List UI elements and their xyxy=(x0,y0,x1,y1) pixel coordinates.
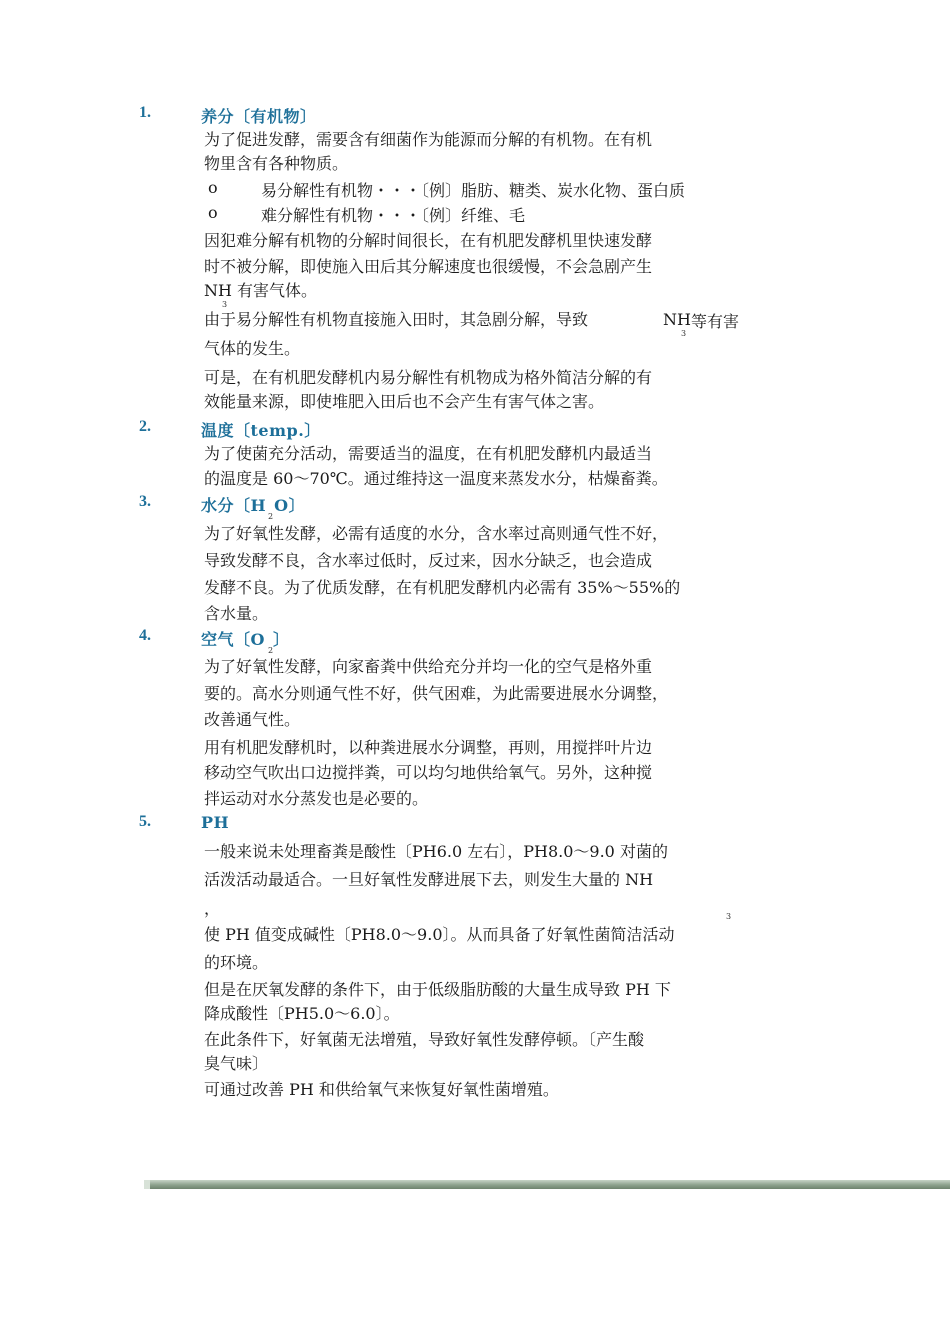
section-5-body2-line-1: 但是在厌氧发酵的条件下，由于低级脂肪酸的大量生成导致 PH 下 xyxy=(204,980,671,999)
heading-text: 水分〔H xyxy=(201,496,267,515)
subscript-2: 2 xyxy=(268,512,274,521)
section-3-number: 3. xyxy=(139,493,151,510)
section-5-number: 5. xyxy=(139,813,151,830)
section-5-body2-line-5: 可通过改善 PH 和供给氧气来恢复好氧性菌增殖。 xyxy=(204,1080,559,1099)
section-1-however-line-1: 可是，在有机肥发酵机内易分解性有机物成为格外简洁分解的有 xyxy=(204,368,653,387)
section-4-number: 4. xyxy=(139,627,151,644)
bullet-easy-organic: 易分解性有机物・・・〔例〕脂肪、糖类、炭水化物、蛋白质 xyxy=(261,181,686,200)
section-4-body2-line-2: 移动空气吹出口边搅拌粪，可以均匀地供给氧气。另外，这种搅 xyxy=(204,763,653,782)
section-5-line-1: 一般来说未处理畜粪是酸性〔PH6.0 左右〕，PH8.0～9.0 对菌的 xyxy=(204,842,668,861)
section-3-body-line-4: 含水量。 xyxy=(204,604,269,623)
section-4-heading xyxy=(201,627,289,650)
section-1-difficult-line-2: 时不被分解，即使施入田后其分解速度也很缓慢，不会急剧产生 xyxy=(204,257,653,276)
subscript-3: 3 xyxy=(222,300,228,309)
section-4-body-line-3: 改善通气性。 xyxy=(204,710,301,729)
section-5-body2-line-3: 在此条件下，好氧菌无法增殖，导致好氧性发酵停顿。〔产生酸 xyxy=(204,1030,645,1049)
section-5-body2-line-2: 降成酸性〔PH5.0～6.0〕。 xyxy=(204,1004,400,1023)
section-4-body-line-1: 为了好氧性发酵，向家畜粪中供给充分并均一化的空气是格外重 xyxy=(204,657,653,676)
section-5-heading: PH xyxy=(201,813,230,832)
section-1-heading: 养分〔有机物〕 xyxy=(201,107,317,126)
section-2-number: 2. xyxy=(139,418,151,435)
section-1-difficult-line-1: 因犯难分解有机物的分解时间很长，在有机肥发酵机里快速发酵 xyxy=(204,231,653,250)
section-1-easy-line-2: 气体的发生。 xyxy=(204,339,301,358)
section-2-body-line-2: 的温度是 60～70℃。通过维持这一温度来蒸发水分，枯燥畜粪。 xyxy=(204,469,668,488)
subscript-3: 3 xyxy=(726,912,732,921)
section-3-body-line-3: 发酵不良。为了优质发酵，在有机肥发酵机内必需有 35%～55%的 xyxy=(204,578,681,597)
section-5-line-4: 使 PH 值变成碱性〔PH8.0～9.0〕。从而具备了好氧性菌简洁活动 xyxy=(204,925,675,944)
section-1-nh3-line xyxy=(204,279,317,303)
footer-divider xyxy=(144,1180,950,1189)
section-2-heading: 温度〔temp.〕 xyxy=(201,421,321,440)
section-3-heading xyxy=(201,493,305,516)
bullet-difficult-organic: 难分解性有机物・・・〔例〕纤维、毛 xyxy=(261,206,526,225)
nh-text: NH xyxy=(204,281,232,300)
section-1-number: 1. xyxy=(139,104,151,121)
heading-text: 空气〔O xyxy=(201,630,265,649)
heading-text: 〕 xyxy=(272,630,290,649)
section-4-body-line-2: 要的。高水分则通气性不好，供气困难，为此需要进展水分调整， xyxy=(204,684,669,703)
section-5-line-2: 活泼活动最适合。一旦好氧性发酵进展下去，则发生大量的 NH xyxy=(204,870,654,889)
nh-harmful-text: 有害气体。 xyxy=(231,281,318,300)
section-4-body2-line-1: 用有机肥发酵机时，以种粪进展水分调整，再则，用搅拌叶片边 xyxy=(204,738,653,757)
section-4-body2-line-3: 拌运动对水分蒸发也是必要的。 xyxy=(204,789,429,808)
section-1-however-line-2: 效能量来源，即使堆肥入田后也不会产生有害气体之害。 xyxy=(204,392,605,411)
section-1-intro-line-1: 为了促进发酵，需要含有细菌作为能源而分解的有机物。在有机 xyxy=(204,130,653,149)
section-3-body-line-1: 为了好氧性发酵，必需有适度的水分，含水率过高则通气性不好， xyxy=(204,524,669,543)
section-1-easy-nh: NH xyxy=(663,310,691,329)
section-3-body-line-2: 导致发酵不良，含水率过低时，反过来，因水分缺乏，也会造成 xyxy=(204,551,653,570)
section-1-easy-line-1: 由于易分解性有机物直接施入田时，其急剧分解，导致 xyxy=(204,310,589,329)
subscript-2: 2 xyxy=(268,646,274,655)
section-2-body-line-1: 为了使菌充分活动，需要适当的温度，在有机肥发酵机内最适当 xyxy=(204,444,653,463)
bullet-marker: o xyxy=(208,178,218,197)
heading-text: O〕 xyxy=(274,496,306,515)
section-1-easy-line-1-end: 等有害 xyxy=(691,312,740,331)
section-5-line-3: ， xyxy=(204,899,221,918)
subscript-3: 3 xyxy=(681,329,687,338)
section-5-line-5: 的环境。 xyxy=(204,953,269,972)
bullet-marker: o xyxy=(208,203,218,222)
section-1-intro-line-2: 物里含有各种物质。 xyxy=(204,154,349,173)
section-5-body2-line-4: 臭气味〕 xyxy=(204,1054,269,1073)
